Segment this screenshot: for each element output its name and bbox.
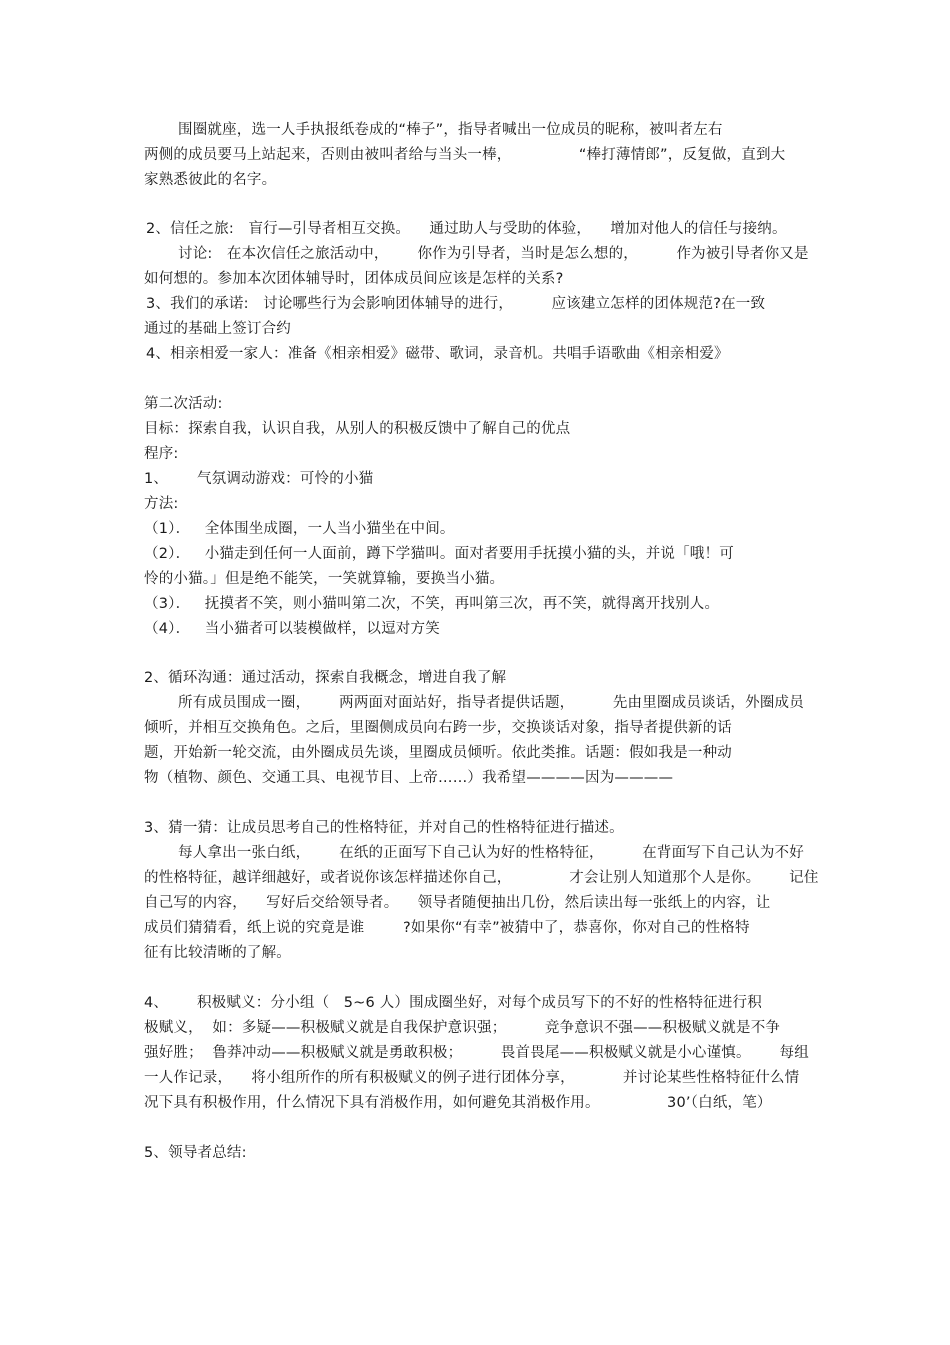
text-line: （3）． 抚摸者不笑，则小猫叫第二次，不笑，再叫第三次，再不笑，就得离开找别人。: [144, 596, 720, 612]
text-line: 所有成员围成一圈， 两两面对面站好，指导者提供话题， 先由里圈成员谈话，外圈成员: [178, 695, 804, 711]
text-line: 自己写的内容， 写好后交给领导者。 领导者随便抽出几份，然后读出每一张纸上的内容，让: [144, 895, 771, 911]
text-line: 4、 积极赋义：分小组（ 5~6 人）围成圈坐好，对每个成员写下的不好的性格特征进行积: [144, 995, 762, 1011]
text-line: 方法:: [144, 496, 179, 512]
text-line: 围圈就座，选一人手执报纸卷成的“棒子”，指导者喊出一位成员的昵称，被叫者左右: [178, 122, 723, 138]
text-line: 如何想的。参加本次团体辅导时，团体成员间应该是怎样的关系?: [144, 271, 564, 287]
text-line: 倾听，并相互交换角色。之后，里圈侧成员向右跨一步，交换谈话对象，指导者提供新的话: [144, 720, 732, 736]
text-line: 2、信任之旅: 盲行—引导者相互交换。 通过助人与受助的体验， 增加对他人的信任与接纳。: [146, 221, 787, 237]
text-line: 每人拿出一张白纸， 在纸的正面写下自己认为好的性格特征， 在背面写下自己认为不好: [178, 845, 804, 861]
text-line: 极赋义， 如：多疑——积极赋义就是自我保护意识强； 竞争意识不强——积极赋义就是不争: [144, 1020, 781, 1036]
text-line: 5、领导者总结:: [144, 1145, 247, 1161]
text-line: 成员们猜猜看，纸上说的究竟是谁 ?如果你“有幸”被猜中了，恭喜你，你对自己的性格特: [144, 920, 750, 936]
text-line: 怜的小猫。」但是绝不能笑，一笑就算输，要换当小猫。: [144, 571, 505, 587]
text-line: 强好胜； 鲁莽冲动——积极赋义就是勇敢积极； 畏首畏尾——积极赋义就是小心谨慎。 每组: [144, 1045, 809, 1061]
text-line: （4）． 当小猫者可以装模做样，以逗对方笑: [144, 621, 440, 637]
text-line: 的性格特征，越详细越好，或者说你该怎样描述你自己， 才会让别人知道那个人是你。 记住: [144, 870, 819, 886]
text-line: 物（植物、颜色、交通工具、电视节目、上帝……）我希望————因为————: [144, 770, 674, 786]
section-heading: 第二次活动:: [144, 396, 223, 412]
text-line: （2）． 小猫走到任何一人面前，蹲下学猫叫。面对者要用手抚摸小猫的头，并说「哦！可: [144, 546, 734, 562]
text-line: 程序:: [144, 446, 179, 462]
text-line: 一人作记录， 将小组所作的所有积极赋义的例子进行团体分享， 并讨论某些性格特征什么情: [144, 1070, 800, 1086]
text-line: 3、我们的承诺: 讨论哪些行为会影响团体辅导的进行， 应该建立怎样的团体规范?在一致: [146, 296, 766, 312]
text-line: 4、相亲相爱一家人：准备《相亲相爱》磁带、歌词，录音机。共唱手语歌曲《相亲相爱》: [146, 346, 729, 362]
text-line: 2、循环沟通：通过活动，探索自我概念，增进自我了解: [144, 670, 507, 686]
text-line: 3、猜一猜：让成员思考自己的性格特征，并对自己的性格特征进行描述。: [144, 820, 624, 836]
text-line: 讨论: 在本次信任之旅活动中， 你作为引导者，当时是怎么想的， 作为被引导者你又是: [178, 246, 809, 262]
text-line: 况下具有积极作用，什么情况下具有消极作用，如何避免其消极作用。 30’（白纸，笔）: [144, 1095, 772, 1111]
text-line: 题，开始新一轮交流，由外圈成员先谈，里圈成员倾听。依此类推。话题：假如我是一种动: [144, 745, 732, 761]
text-line: 1、 气氛调动游戏：可怜的小猫: [144, 471, 374, 487]
text-line: 目标：探索自我，认识自我，从别人的积极反馈中了解自己的优点: [144, 421, 571, 437]
text-line: 家熟悉彼此的名字。: [144, 172, 277, 188]
text-line: 征有比较清晰的了解。: [144, 945, 291, 961]
text-line: 通过的基础上签订合约: [144, 321, 291, 337]
text-line: （1）． 全体围坐成圈，一人当小猫坐在中间。: [144, 521, 455, 537]
text-line: 两侧的成员要马上站起来，否则由被叫者给与当头一棒， “棒打薄情郎”，反复做，直到大: [144, 147, 786, 163]
